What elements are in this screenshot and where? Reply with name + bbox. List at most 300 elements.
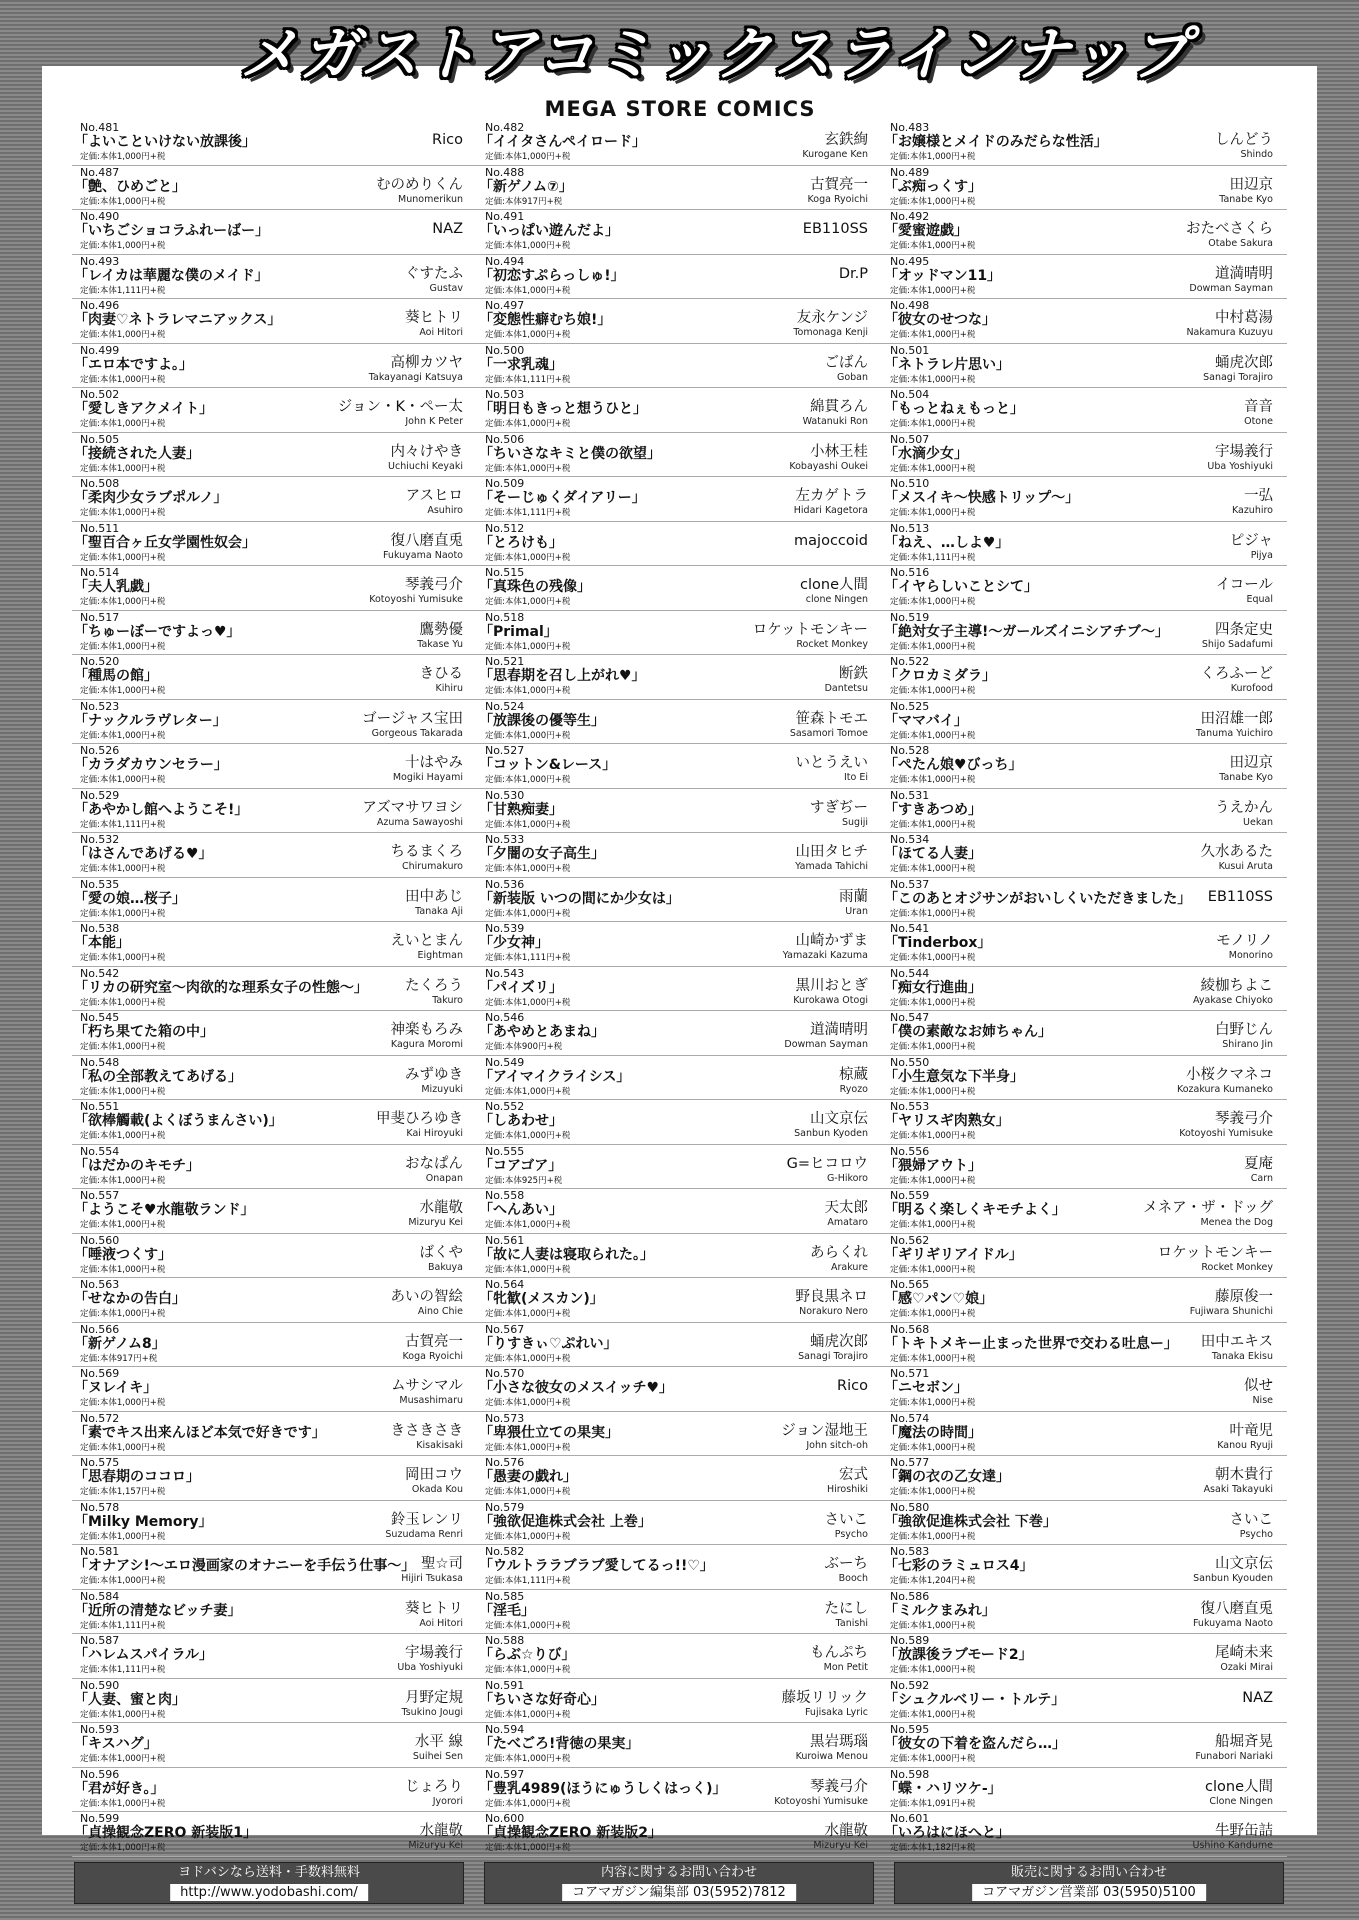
entry-number: No.493 bbox=[80, 254, 120, 268]
entry-price: 定価:本体1,000円+税 bbox=[485, 997, 571, 1008]
list-item bbox=[882, 789, 1287, 834]
entry-number: No.494 bbox=[485, 254, 525, 268]
entry-author: アズマサワヨシ bbox=[362, 799, 463, 816]
entry-price: 定価:本体1,000円+税 bbox=[890, 1487, 976, 1497]
entry-author: あいの智絵 bbox=[390, 1289, 463, 1305]
entry-title: 「蝶・ハリツケ-」 bbox=[884, 1780, 1002, 1797]
entry-author-romaji: Suihei Sen bbox=[412, 1751, 463, 1762]
entry-author-romaji: Azuma Sawayoshi bbox=[376, 816, 463, 828]
entry-number: No.508 bbox=[80, 477, 120, 490]
list-item bbox=[72, 566, 477, 611]
entry-price: 定価:本体1,000円+税 bbox=[80, 1576, 166, 1586]
entry-title: 「真珠色の残像」 bbox=[479, 579, 591, 595]
entry-author-romaji: Tanishi bbox=[835, 1617, 868, 1629]
entry-price: 定価:本体1,000円+税 bbox=[890, 1398, 976, 1408]
entry-number: No.579 bbox=[485, 1500, 525, 1514]
entry-price: 定価:本体1,111円+税 bbox=[485, 953, 571, 963]
entry-title: 「七彩のラミュロス4」 bbox=[884, 1558, 1034, 1574]
entry-author-romaji: Sanbun Kyouden bbox=[1193, 1573, 1273, 1584]
entry-title: 「君が好き。」 bbox=[74, 1780, 165, 1797]
entry-price: 定価:本体1,000円+税 bbox=[80, 1131, 166, 1141]
entry-number: No.543 bbox=[485, 966, 525, 980]
footer-caption: ヨドバシなら送料・手数料無料 bbox=[178, 1865, 360, 1880]
entry-price: 定価:本体1,000円+税 bbox=[80, 1798, 166, 1809]
entry-title: 「小さな彼女のメスイッチ♥」 bbox=[479, 1380, 673, 1396]
entry-title: 「コットン&レース」 bbox=[479, 757, 617, 773]
entry-number: No.529 bbox=[80, 788, 120, 802]
entry-author-romaji: Tanaka Ekisu bbox=[1211, 1350, 1273, 1362]
entry-number: No.564 bbox=[485, 1278, 525, 1291]
entry-number: No.530 bbox=[485, 788, 525, 802]
entry-price: 定価:本体1,000円+税 bbox=[890, 1709, 976, 1720]
entry-number: No.560 bbox=[80, 1233, 120, 1247]
entry-title: 「強欲促進株式会社 下巻」 bbox=[884, 1513, 1057, 1530]
entry-title: 「へんあい」 bbox=[479, 1202, 563, 1218]
list-item bbox=[477, 655, 882, 700]
list-item bbox=[72, 477, 477, 522]
list-item bbox=[72, 1278, 477, 1323]
entry-title: 「変態性癖むち娘!」 bbox=[479, 312, 612, 328]
list-item bbox=[477, 522, 882, 567]
entry-number: No.537 bbox=[890, 877, 930, 891]
entry-number: No.522 bbox=[890, 655, 930, 668]
entry-author-romaji: Uchiuchi Keyaki bbox=[388, 460, 463, 472]
entry-author-romaji: Shindo bbox=[1240, 149, 1273, 160]
entry-author: ちるまくろ bbox=[390, 844, 463, 860]
entry-number: No.574 bbox=[890, 1411, 930, 1425]
entry-author: 神楽もろみ bbox=[390, 1022, 463, 1038]
entry-number: No.504 bbox=[890, 388, 930, 401]
list-item bbox=[72, 433, 477, 478]
list-item bbox=[72, 1100, 477, 1145]
list-item bbox=[882, 477, 1287, 522]
entry-author: 甲斐ひろゆき bbox=[376, 1111, 463, 1127]
list-item bbox=[477, 1590, 882, 1635]
entry-number: No.578 bbox=[80, 1500, 120, 1514]
entry-price: 定価:本体1,000円+税 bbox=[890, 1220, 976, 1230]
list-item bbox=[477, 1367, 882, 1412]
entry-price: 定価:本体1,000円+税 bbox=[890, 1086, 976, 1097]
entry-title: 「Milky Memory」 bbox=[74, 1513, 213, 1530]
entry-title: 「接続された人妻」 bbox=[74, 445, 200, 462]
list-item bbox=[72, 388, 477, 433]
entry-number: No.547 bbox=[890, 1011, 930, 1024]
entry-number: No.526 bbox=[80, 744, 120, 757]
list-item bbox=[477, 1634, 882, 1679]
entry-number: No.580 bbox=[890, 1500, 930, 1514]
entry-number: No.506 bbox=[485, 432, 525, 446]
entry-number: No.554 bbox=[80, 1144, 120, 1158]
list-item bbox=[882, 1456, 1287, 1501]
entry-author-romaji: Kagura Moromi bbox=[390, 1039, 463, 1050]
entry-title: 「クロカミダラ」 bbox=[884, 668, 996, 684]
entry-author-romaji: Tanabe Kyo bbox=[1219, 772, 1273, 783]
entry-author-romaji: Tanabe Kyo bbox=[1219, 193, 1273, 205]
entry-number: No.569 bbox=[80, 1367, 120, 1380]
entry-price: 定価:本体1,000円+税 bbox=[890, 241, 976, 251]
entry-title: 「ヤリスギ肉熟女」 bbox=[884, 1113, 1010, 1129]
list-item bbox=[477, 1189, 882, 1234]
entry-price: 定価:本体1,000円+税 bbox=[80, 1220, 166, 1230]
entry-author-romaji: Kurokawa Otogi bbox=[793, 994, 868, 1006]
entry-price: 定価:本体1,000円+税 bbox=[80, 1398, 166, 1408]
entry-author: 内々けやき bbox=[390, 443, 463, 460]
entry-price: 定価:本体1,000円+税 bbox=[80, 419, 166, 429]
entry-author-romaji: Mizuryu Kei bbox=[408, 1840, 463, 1851]
list-item bbox=[882, 210, 1287, 255]
entry-title: 「とろけも」 bbox=[479, 534, 563, 551]
entry-title: 「水滴少女」 bbox=[884, 445, 968, 462]
entry-number: No.590 bbox=[80, 1678, 120, 1692]
entry-author-romaji: Kanou Ryuji bbox=[1217, 1439, 1273, 1451]
entry-number: No.583 bbox=[890, 1545, 930, 1558]
entry-number: No.517 bbox=[80, 610, 120, 624]
entry-author-romaji: Yamazaki Kazuma bbox=[782, 950, 868, 961]
entry-author: G=ヒコロウ bbox=[786, 1155, 868, 1172]
entry-price: 定価:本体900円+税 bbox=[485, 1042, 563, 1052]
list-item bbox=[882, 1768, 1287, 1813]
list-item bbox=[72, 611, 477, 656]
entry-number: No.496 bbox=[80, 299, 120, 312]
list-item bbox=[72, 1189, 477, 1234]
entry-author-romaji: clone Ningen bbox=[805, 594, 868, 605]
entry-price: 定価:本体1,000円+税 bbox=[890, 1620, 976, 1631]
entry-author: きさきさき bbox=[390, 1422, 463, 1439]
entry-title: 「はだかのキモチ」 bbox=[74, 1157, 200, 1174]
page-subtitle: MEGA STORE COMICS bbox=[544, 97, 816, 121]
entry-author-romaji: Booch bbox=[838, 1573, 868, 1584]
entry-price: 定価:本体1,000円+税 bbox=[80, 152, 166, 162]
entry-price: 定価:本体1,204円+税 bbox=[890, 1576, 976, 1586]
entry-number: No.563 bbox=[80, 1278, 120, 1291]
entry-title: 「ようこそ♥水龍敬ランド」 bbox=[74, 1202, 255, 1218]
list-item bbox=[477, 1100, 882, 1145]
entry-author-romaji: Sasamori Tomoe bbox=[789, 727, 868, 739]
entry-title: 「一求乳魂」 bbox=[479, 356, 563, 373]
list-item bbox=[72, 744, 477, 789]
entry-author-romaji: Shijo Sadafumi bbox=[1201, 638, 1273, 650]
entry-price: 定価:本体1,000円+税 bbox=[80, 1843, 166, 1853]
list-item bbox=[882, 744, 1287, 789]
entry-author: 葵ヒトリ bbox=[405, 1600, 463, 1617]
list-item bbox=[882, 1545, 1287, 1590]
entry-title: 「夫人乳戯」 bbox=[74, 579, 158, 595]
entry-author-romaji: Fujisaka Lyric bbox=[804, 1706, 868, 1718]
entry-author-romaji: Uba Yoshiyuki bbox=[1207, 460, 1273, 472]
entry-title: 「イヤらしいことシて」 bbox=[884, 579, 1038, 595]
list-item bbox=[72, 833, 477, 878]
entry-author: ばくや bbox=[419, 1244, 463, 1261]
entry-author-romaji: Dowman Sayman bbox=[1189, 282, 1273, 294]
entry-author: むのめりくん bbox=[376, 176, 463, 193]
entry-author-romaji: Ushino Kandume bbox=[1192, 1840, 1273, 1851]
list-item bbox=[477, 388, 882, 433]
entry-author-romaji: Mizuryu Kei bbox=[408, 1217, 463, 1228]
entry-author: Rico bbox=[837, 1378, 868, 1394]
entry-author-romaji: Aoi Hitori bbox=[419, 327, 463, 338]
entry-title: 「痴女行進曲」 bbox=[884, 979, 982, 996]
entry-price: 定価:本体1,000円+税 bbox=[485, 864, 571, 874]
entry-number: No.538 bbox=[80, 922, 120, 935]
entry-title: 「ナックルラヴレター」 bbox=[74, 712, 227, 729]
entry-author: 田中あじ bbox=[405, 888, 463, 905]
entry-author-romaji: Dantetsu bbox=[824, 683, 868, 694]
entry-price: 定価:本体1,000円+税 bbox=[485, 1843, 571, 1853]
entry-author-romaji: Kai Hiroyuki bbox=[406, 1128, 463, 1139]
entry-number: No.499 bbox=[80, 343, 120, 357]
entry-author: 山田タヒチ bbox=[795, 844, 868, 860]
entry-author: 宇場義行 bbox=[405, 1645, 463, 1661]
list-item bbox=[72, 922, 477, 967]
list-item bbox=[72, 1501, 477, 1546]
entry-author: Dr.P bbox=[838, 265, 868, 282]
entry-title: 「夕闇の女子高生」 bbox=[479, 846, 605, 862]
entry-author: NAZ bbox=[1242, 1689, 1273, 1706]
entry-title: 「愛蜜遊戯」 bbox=[884, 223, 968, 239]
entry-title: 「ギリギリアイドル」 bbox=[884, 1246, 1023, 1263]
yodobashi-link[interactable]: http://www.yodobashi.com/ bbox=[170, 1884, 368, 1901]
entry-title: 「明日もきっと想うひと」 bbox=[479, 401, 647, 417]
entry-number: No.552 bbox=[485, 1100, 525, 1113]
entry-number: No.533 bbox=[485, 833, 525, 846]
entry-number: No.558 bbox=[485, 1189, 525, 1202]
entry-price: 定価:本体1,182円+税 bbox=[890, 1843, 976, 1853]
entry-author: 四条定史 bbox=[1215, 621, 1273, 638]
entry-author-romaji: Asaki Takayuki bbox=[1203, 1484, 1273, 1495]
entry-title: 「聖百合ヶ丘女学園性奴会」 bbox=[74, 534, 256, 551]
entry-author: ジョン・K・ペー太 bbox=[337, 399, 463, 415]
entry-title: 「すきあつめ」 bbox=[884, 801, 982, 818]
entry-author-romaji: Kotoyoshi Yumisuke bbox=[1179, 1128, 1273, 1139]
entry-author: きひる bbox=[419, 666, 463, 682]
entry-title: 「レイカは華麗な僕のメイド」 bbox=[74, 267, 269, 284]
entry-number: No.561 bbox=[485, 1233, 525, 1247]
entry-author-romaji: Mogiki Hayami bbox=[392, 772, 463, 783]
entry-author: ピジャ bbox=[1229, 532, 1273, 549]
list-item bbox=[477, 255, 882, 300]
entry-author-romaji: Watanuki Ron bbox=[802, 416, 868, 427]
list-item bbox=[477, 1545, 882, 1590]
list-item bbox=[882, 121, 1287, 166]
entry-title: 「僕の素敵なお姉ちゃん」 bbox=[884, 1024, 1052, 1040]
entry-author: たくろう bbox=[405, 977, 463, 994]
list-item bbox=[72, 166, 477, 211]
entry-author: 尾崎未来 bbox=[1215, 1645, 1273, 1661]
entry-author: 古賀亮一 bbox=[405, 1333, 463, 1350]
entry-number: No.575 bbox=[80, 1456, 120, 1469]
entry-author: 琴義弓介 bbox=[1215, 1111, 1273, 1127]
entry-number: No.500 bbox=[485, 343, 525, 357]
entry-number: No.539 bbox=[485, 922, 525, 935]
entry-number: No.492 bbox=[890, 210, 930, 223]
list-item bbox=[477, 789, 882, 834]
entry-author-romaji: Kobayashi Oukei bbox=[789, 460, 868, 472]
entry-author: 山文京伝 bbox=[1215, 1556, 1273, 1572]
entry-title: 「もっとねぇもっと」 bbox=[884, 401, 1024, 417]
entry-number: No.519 bbox=[890, 610, 930, 624]
entry-price: 定価:本体1,000円+税 bbox=[485, 597, 571, 607]
list-item bbox=[72, 878, 477, 923]
entry-number: No.582 bbox=[485, 1545, 525, 1558]
entry-author-romaji: Koga Ryoichi bbox=[402, 1350, 463, 1362]
entry-title: 「よいこといけない放課後」 bbox=[74, 134, 256, 150]
entry-author-romaji: Sanagi Torajiro bbox=[1203, 371, 1273, 383]
list-item bbox=[477, 566, 882, 611]
entry-author: 聖☆司 bbox=[421, 1556, 463, 1572]
entry-title: 「エロ本ですよ。」 bbox=[74, 356, 193, 373]
entry-author: いとうえい bbox=[795, 755, 868, 771]
list-item bbox=[882, 1189, 1287, 1234]
entry-author: 田辺京 bbox=[1229, 176, 1273, 193]
list-item bbox=[882, 255, 1287, 300]
entry-author-romaji: G-Hikoro bbox=[826, 1172, 868, 1184]
entry-title: 「朽ち果てた箱の中」 bbox=[74, 1024, 214, 1040]
entry-author: clone人間 bbox=[800, 577, 868, 593]
list-item bbox=[72, 522, 477, 567]
entry-author-romaji: Tanuma Yuichiro bbox=[1196, 727, 1273, 739]
list-item bbox=[882, 388, 1287, 433]
entry-author-romaji: Psycho bbox=[1239, 1528, 1273, 1540]
entry-price: 定価:本体1,000円+税 bbox=[80, 1709, 166, 1720]
entry-number: No.562 bbox=[890, 1233, 930, 1247]
entry-author-romaji: Kihiru bbox=[435, 683, 463, 694]
list-item bbox=[72, 655, 477, 700]
entry-number: No.512 bbox=[485, 521, 525, 535]
entry-title: 「ママバイ」 bbox=[884, 712, 968, 729]
entry-number: No.541 bbox=[890, 922, 930, 935]
entry-title: 「強欲促進株式会社 上巻」 bbox=[479, 1513, 652, 1530]
entry-number: No.550 bbox=[890, 1055, 930, 1069]
entry-title: 「しあわせ」 bbox=[479, 1113, 563, 1129]
entry-author-romaji: Uekan bbox=[1243, 816, 1273, 828]
entry-title: 「メスイキ〜快感トリップ〜」 bbox=[884, 490, 1080, 506]
list-item bbox=[882, 1501, 1287, 1546]
list-item bbox=[882, 1234, 1287, 1279]
entry-author: 十はやみ bbox=[405, 755, 463, 771]
entry-author: おなぱん bbox=[405, 1155, 463, 1172]
entry-title: 「ミルクまみれ」 bbox=[884, 1602, 996, 1619]
entry-title: 「あやめとあまね」 bbox=[479, 1024, 605, 1040]
entry-author-romaji: Tomonaga Kenji bbox=[793, 327, 868, 338]
entry-author-romaji: Monorino bbox=[1228, 950, 1273, 961]
entry-title: 「たべごろ!背徳の果実」 bbox=[479, 1736, 640, 1752]
entry-number: No.520 bbox=[80, 655, 120, 668]
entry-title: 「ぺたん娘♥びっち」 bbox=[884, 757, 1023, 773]
list-item bbox=[72, 789, 477, 834]
entry-price: 定価:本体1,111円+税 bbox=[485, 508, 571, 518]
entry-author: ゴージャス宝田 bbox=[362, 710, 463, 727]
page-title: メガストアコミックスラインナップ bbox=[240, 20, 1191, 88]
entry-title: 「ねえ、…しよ♥」 bbox=[884, 534, 1010, 551]
entry-author-romaji: Kisakisaki bbox=[416, 1439, 463, 1451]
entry-title: 「新ゲノム8」 bbox=[74, 1335, 166, 1352]
list-item bbox=[72, 1011, 477, 1056]
entry-author-romaji: Shirano Jin bbox=[1222, 1039, 1273, 1050]
entry-author: おたべさくら bbox=[1186, 221, 1273, 237]
entry-author: 水龍敬 bbox=[419, 1200, 463, 1216]
entry-price: 定価:本体1,111円+税 bbox=[485, 1576, 571, 1586]
entry-author-romaji: Clone Ningen bbox=[1209, 1795, 1273, 1807]
entry-title: 「このあとオジサンがおいしくいただきました」 bbox=[884, 890, 1192, 907]
entry-author-romaji: Sugiji bbox=[842, 816, 868, 828]
entry-author-romaji: Equal bbox=[1246, 594, 1273, 605]
entry-title: 「ちいさな好奇心」 bbox=[479, 1691, 605, 1708]
entry-title: 「猥婦アウト」 bbox=[884, 1157, 982, 1174]
entry-title: 「アイマイクライシス」 bbox=[479, 1068, 631, 1085]
entry-title: 「シュクルベリー・トルテ」 bbox=[884, 1691, 1066, 1708]
entry-number: No.514 bbox=[80, 566, 120, 579]
list-item bbox=[72, 1590, 477, 1635]
list-item bbox=[882, 566, 1287, 611]
entry-title: 「貞操観念ZERO 新装版2」 bbox=[479, 1825, 663, 1841]
entry-price: 定価:本体917円+税 bbox=[80, 1353, 158, 1364]
entry-author: 久水あるた bbox=[1200, 844, 1273, 860]
entry-author: 田沼雄一郎 bbox=[1200, 710, 1273, 727]
list-item bbox=[477, 744, 882, 789]
entry-price: 定価:本体1,000円+税 bbox=[890, 1665, 976, 1675]
entry-author: 綾枷ちよこ bbox=[1200, 977, 1273, 994]
entry-price: 定価:本体1,000円+税 bbox=[890, 953, 976, 963]
entry-author-romaji: Bakuya bbox=[427, 1261, 463, 1273]
list-item bbox=[477, 344, 882, 389]
entry-number: No.497 bbox=[485, 299, 525, 312]
entry-author-romaji: Ozaki Mirai bbox=[1220, 1662, 1273, 1673]
entry-title: 「キスハグ」 bbox=[74, 1736, 158, 1752]
entry-author: 断鉄 bbox=[839, 666, 868, 682]
entry-author-romaji: Kotoyoshi Yumisuke bbox=[774, 1795, 868, 1807]
list-item bbox=[477, 611, 882, 656]
entry-author-romaji: Carn bbox=[1250, 1172, 1273, 1184]
entry-author: モノリノ bbox=[1216, 933, 1273, 949]
entry-number: No.531 bbox=[890, 788, 930, 802]
entry-author: 一弘 bbox=[1244, 488, 1273, 504]
entry-price: 定価:本体1,000円+税 bbox=[80, 775, 166, 785]
entry-number: No.576 bbox=[485, 1456, 525, 1469]
entry-author: ロケットモンキー bbox=[752, 621, 868, 638]
entry-author: 船堀斉晃 bbox=[1215, 1734, 1273, 1750]
entry-author: 復八磨直兎 bbox=[1200, 1600, 1273, 1617]
list-item bbox=[882, 1056, 1287, 1101]
list-item bbox=[72, 1545, 477, 1590]
entry-title: 「少女神」 bbox=[479, 935, 549, 951]
entry-title: 「ニセボン」 bbox=[884, 1380, 968, 1396]
entry-price: 定価:本体1,000円+税 bbox=[485, 1798, 571, 1809]
entry-author: 白野じん bbox=[1215, 1022, 1273, 1038]
entry-author-romaji: Aino Chie bbox=[417, 1306, 463, 1317]
entry-author-romaji: Asuhiro bbox=[427, 505, 463, 516]
entry-author: うえかん bbox=[1215, 799, 1273, 816]
entry-price: 定価:本体1,111円+税 bbox=[890, 552, 976, 563]
entry-number: No.553 bbox=[890, 1100, 930, 1113]
entry-price: 定価:本体1,000円+税 bbox=[80, 864, 166, 874]
entry-price: 定価:本体1,000円+税 bbox=[890, 864, 976, 874]
entry-title: 「唾液つくす」 bbox=[74, 1246, 172, 1263]
entry-title: 「肉妻♡ネトラレマニアックス」 bbox=[74, 312, 282, 328]
entry-author: 野良黒ネロ bbox=[795, 1289, 868, 1305]
entry-price: 定価:本体1,000円+税 bbox=[485, 285, 571, 296]
entry-number: No.586 bbox=[890, 1589, 930, 1603]
footer-box-sales bbox=[894, 1862, 1284, 1904]
entry-author-romaji: Tanaka Aji bbox=[415, 905, 463, 917]
entry-author-romaji: Gorgeous Takarada bbox=[371, 727, 463, 739]
entry-title: 「艶、ひめごと」 bbox=[74, 178, 186, 195]
entry-author-romaji: Musashimaru bbox=[399, 1395, 463, 1406]
entry-price: 定価:本体1,000円+税 bbox=[485, 686, 571, 696]
entry-author: 葵ヒトリ bbox=[405, 310, 463, 326]
entry-author: アスヒロ bbox=[405, 488, 463, 504]
list-item bbox=[882, 522, 1287, 567]
entry-author: 笹森トモエ bbox=[795, 710, 868, 727]
